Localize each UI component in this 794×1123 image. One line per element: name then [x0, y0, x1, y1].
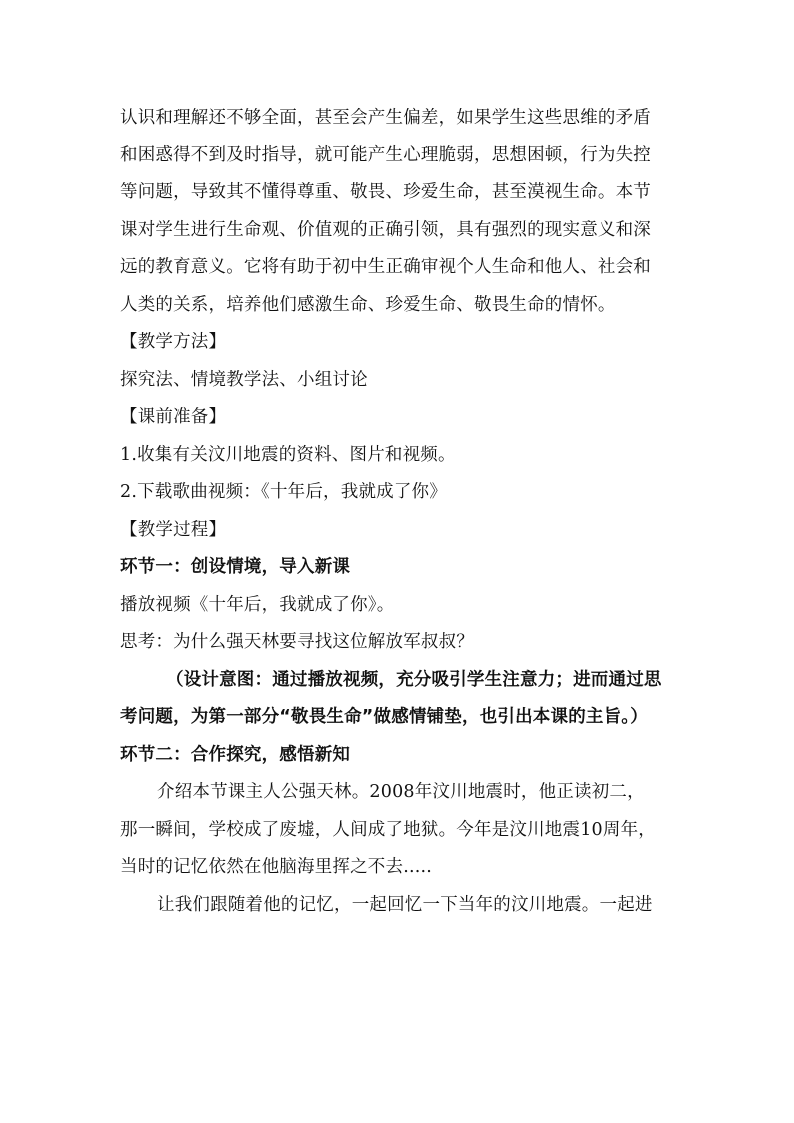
step1-question: 思考：为什么强天林要寻找这位解放军叔叔？	[120, 632, 474, 652]
step1-title: 环节一：创设情境，导入新课	[120, 557, 351, 577]
step2-title: 环节二：合作探究，感悟新知	[120, 745, 351, 765]
body-paragraph-line: 和困惑得不到及时指导，就可能产生心理脆弱，思想困顿，行为失控	[120, 145, 651, 165]
body-paragraph-line: 等问题，导致其不懂得尊重、敬畏、珍爱生命，甚至漠视生命。本节	[120, 182, 651, 202]
process-heading: 【教学过程】	[120, 520, 227, 540]
prep-heading: 【课前准备】	[120, 407, 227, 427]
prep-item: 2.下载歌曲视频：《十年后，我就成了你》	[120, 482, 447, 502]
method-heading: 【教学方法】	[120, 332, 227, 352]
design-intent-line: 考问题，为第一部分“敬畏生命”做感情铺垫，也引出本课的主旨。）	[120, 707, 648, 727]
step2-paragraph-line: 当时的记忆依然在他脑海里挥之不去.....	[120, 857, 433, 877]
prep-item: 1.收集有关汶川地震的资料、图片和视频。	[120, 445, 456, 465]
body-paragraph-line: 人类的关系，培养他们感激生命、珍爱生命、敬畏生命的情怀。	[120, 295, 616, 315]
method-text: 探究法、情境教学法、小组讨论	[120, 370, 368, 390]
body-paragraph-line: 远的教育意义。它将有助于初中生正确审视个人生命和他人、社会和	[120, 257, 651, 277]
step2-paragraph-line: 介绍本节课主人公强天林。2008年汶川地震时，他正读初二，	[157, 782, 645, 802]
step1-line: 播放视频《十年后，我就成了你》。	[120, 595, 395, 615]
step2-paragraph-line: 让我们跟随着他的记忆，一起回忆一下当年的汶川地震。一起进	[157, 895, 653, 915]
design-intent-line: （设计意图：通过播放视频，充分吸引学生注意力；进而通过思	[166, 670, 662, 690]
body-paragraph-line: 认识和理解还不够全面，甚至会产生偏差，如果学生这些思维的矛盾	[120, 108, 651, 128]
step2-paragraph-line: 那一瞬间，学校成了废墟，人间成了地狱。今年是汶川地震10周年，	[120, 820, 656, 840]
body-paragraph-line: 课对学生进行生命观、价值观的正确引领，具有强烈的现实意义和深	[120, 220, 651, 240]
